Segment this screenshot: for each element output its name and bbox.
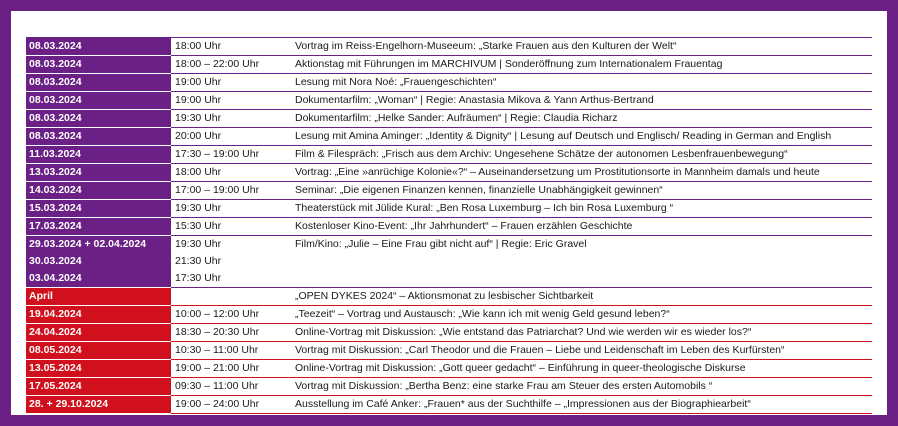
table-row [26,324,872,342]
event-date-cell [26,146,171,164]
event-date: 30.03.2024 [29,255,82,267]
event-description: Aktionstag mit Führungen im MARCHIVUM | Sonderöffnung zum Internationalem Frauentag [291,56,872,74]
event-description: Vortrag mit Diskussion: „Carl Theodor und die Frauen – Liebe und Leidenschaft im Leben des Kurfürsten“ [291,342,872,360]
event-time-cell [171,306,291,324]
event-description: Lesung mit Amina Aminger: „Identity & Dignity“ | Lesung auf Deutsch und Englisch/ Reading in German and English [291,128,872,146]
event-description: Online-Vortrag mit Diskussion: „Wie entstand das Patriarchat? Und wie werden wir es wieder los?“ [291,324,872,342]
event-time: 10:30 – 11:00 Uhr [175,344,259,356]
event-description: Kostenloser Kino-Event: „Ihr Jahrhundert“ – Frauen erzählen Geschichte [291,218,872,236]
event-time: 09:30 – 11:00 Uhr [175,380,259,392]
event-date: 08.03.2024 [29,130,82,142]
event-date: 03.04.2024 [29,272,82,284]
event-date-cell [26,128,171,146]
event-date-cell [26,360,171,378]
event-time: 10:00 – 12:00 Uhr [175,308,260,320]
event-time: 19:00 Uhr [175,76,222,88]
event-date-cell [26,288,171,306]
event-time: 18:00 Uhr [175,40,222,52]
event-date-cell [26,164,171,182]
event-date-cell [26,182,171,200]
table-row [26,396,872,414]
event-date: 08.03.2024 [29,94,82,106]
event-time-cell [171,38,291,56]
event-time: 19:00 – 21:00 Uhr [175,362,260,374]
event-description: Ausstellung im Café Anker: „Frauen* aus der Suchthilfe – „Impressionen aus der Biographiearbeit“ [291,396,872,414]
event-date: 24.04.2024 [29,326,82,338]
event-description: Vortrag im Reiss-Engelhorn-Museeum: „Starke Frauen aus den Kulturen der Welt“ [291,38,872,56]
event-description: Vortrag mit Diskussion: „Bertha Benz: eine starke Frau am Steuer des ersten Automobils “ [291,378,872,396]
event-time-cell [171,128,291,146]
table-row [26,360,872,378]
event-time-cell [171,92,291,110]
event-date-cell [26,56,171,74]
table-row [26,288,872,306]
event-date: 08.03.2024 [29,40,82,52]
table-row [26,164,872,182]
event-time-cell [171,378,291,396]
event-date-cell [26,74,171,92]
table-row [26,378,872,396]
event-date-cell [26,378,171,396]
event-time-cell [171,236,291,288]
event-time: 18:30 – 20:30 Uhr [175,326,260,338]
table-row [26,218,872,236]
table-row [26,146,872,164]
event-time: 19:00 – 24:00 Uhr [175,398,260,410]
event-time: 17:30 – 19:00 Uhr [175,148,260,160]
event-time: 15:30 Uhr [175,220,222,232]
event-date-cell [26,306,171,324]
event-time-cell [171,360,291,378]
table-row [26,74,872,92]
event-date: 13.05.2024 [29,362,82,374]
event-date-cell [26,342,171,360]
table-row [26,92,872,110]
event-time: 18:00 – 22:00 Uhr [175,58,260,70]
event-time-cell [171,146,291,164]
table-row [26,56,872,74]
event-date-cell [26,110,171,128]
event-time-cell [171,396,291,414]
table-row [26,110,872,128]
event-description: Theaterstück mit Jülide Kural: „Ben Rosa Luxemburg – Ich bin Rosa Luxemburg “ [291,200,872,218]
event-time-cell [171,218,291,236]
event-description: Seminar: „Die eigenen Finanzen kennen, finanzielle Unabhängigkeit gewinnen“ [291,182,872,200]
event-description: Film/Kino: „Julie – Eine Frau gibt nicht auf“ | Regie: Eric Gravel [291,236,872,288]
event-time-cell [171,74,291,92]
event-date: 29.03.2024 + 02.04.2024 [29,238,147,250]
event-time: 19:00 Uhr [175,94,222,106]
event-date: 14.03.2024 [29,184,82,196]
table-row [26,128,872,146]
event-description: Vortrag: „Eine »anrüchige Kolonie«?“ – Auseinandersetzung um Prostitutionsorte in Mannheim damals und heute [291,164,872,182]
event-date: 13.03.2024 [29,166,82,178]
event-description: Lesung mit Nora Noé: „Frauengeschichten“ [291,74,872,92]
event-description: „Teezeit“ – Vortrag und Austausch: „Wie kann ich mit wenig Geld gesund leben?“ [291,306,872,324]
event-date: 08.05.2024 [29,344,82,356]
event-time-cell [171,324,291,342]
event-date: 28. + 29.10.2024 [29,398,109,410]
event-schedule-table [26,37,872,414]
event-time-cell [171,56,291,74]
event-date-cell [26,92,171,110]
event-time [175,288,291,305]
schedule-body [26,38,872,414]
event-time: 20:00 Uhr [175,130,222,142]
event-time-cell [171,164,291,182]
schedule-card [11,11,887,415]
table-row [26,38,872,56]
event-time-cell [171,288,291,306]
table-row [26,182,872,200]
event-date: 08.03.2024 [29,112,82,124]
event-date: 17.05.2024 [29,380,82,392]
event-time-cell [171,110,291,128]
event-time: 19:30 Uhr [175,238,222,250]
event-time-cell [171,200,291,218]
event-time-cell [171,342,291,360]
event-date-cell [26,396,171,414]
event-date: 15.03.2024 [29,202,82,214]
event-date: 11.03.2024 [29,148,81,160]
event-date: 08.03.2024 [29,76,82,88]
table-row [26,200,872,218]
event-date: 08.03.2024 [29,58,82,70]
event-time-cell [171,182,291,200]
event-date-cell [26,324,171,342]
event-time: 19:30 Uhr [175,202,222,214]
table-row [26,342,872,360]
event-date: April [29,290,53,302]
event-date-cell [26,38,171,56]
event-date-cell [26,218,171,236]
event-time: 17:30 Uhr [175,272,222,284]
event-time: 21:30 Uhr [175,255,222,267]
event-date-cell [26,200,171,218]
table-row [26,306,872,324]
event-description: Dokumentarfilm: „Helke Sander: Aufräumen“ | Regie: Claudia Richarz [291,110,872,128]
event-time: 19:30 Uhr [175,112,222,124]
event-date: 19.04.2024 [29,308,82,320]
event-time: 18:00 Uhr [175,166,222,178]
event-date: 17.03.2024 [29,220,82,232]
event-time: 17:00 – 19:00 Uhr [175,184,260,196]
event-description: Dokumentarfilm: „Woman“ | Regie: Anastasia Mikova & Yann Arthus-Bertrand [291,92,872,110]
event-date-cell [26,236,171,288]
table-row [26,236,872,288]
event-description: „OPEN DYKES 2024“ – Aktionsmonat zu lesbischer Sichtbarkeit [291,288,872,306]
event-description: Online-Vortrag mit Diskussion: „Gott queer gedacht“ – Einführung in queer-theologische Diskurse [291,360,872,378]
event-description: Film & Filespräch: „Frisch aus dem Archiv: Ungesehene Schätze der autonomen Lesbenfrauenbewegung“ [291,146,872,164]
